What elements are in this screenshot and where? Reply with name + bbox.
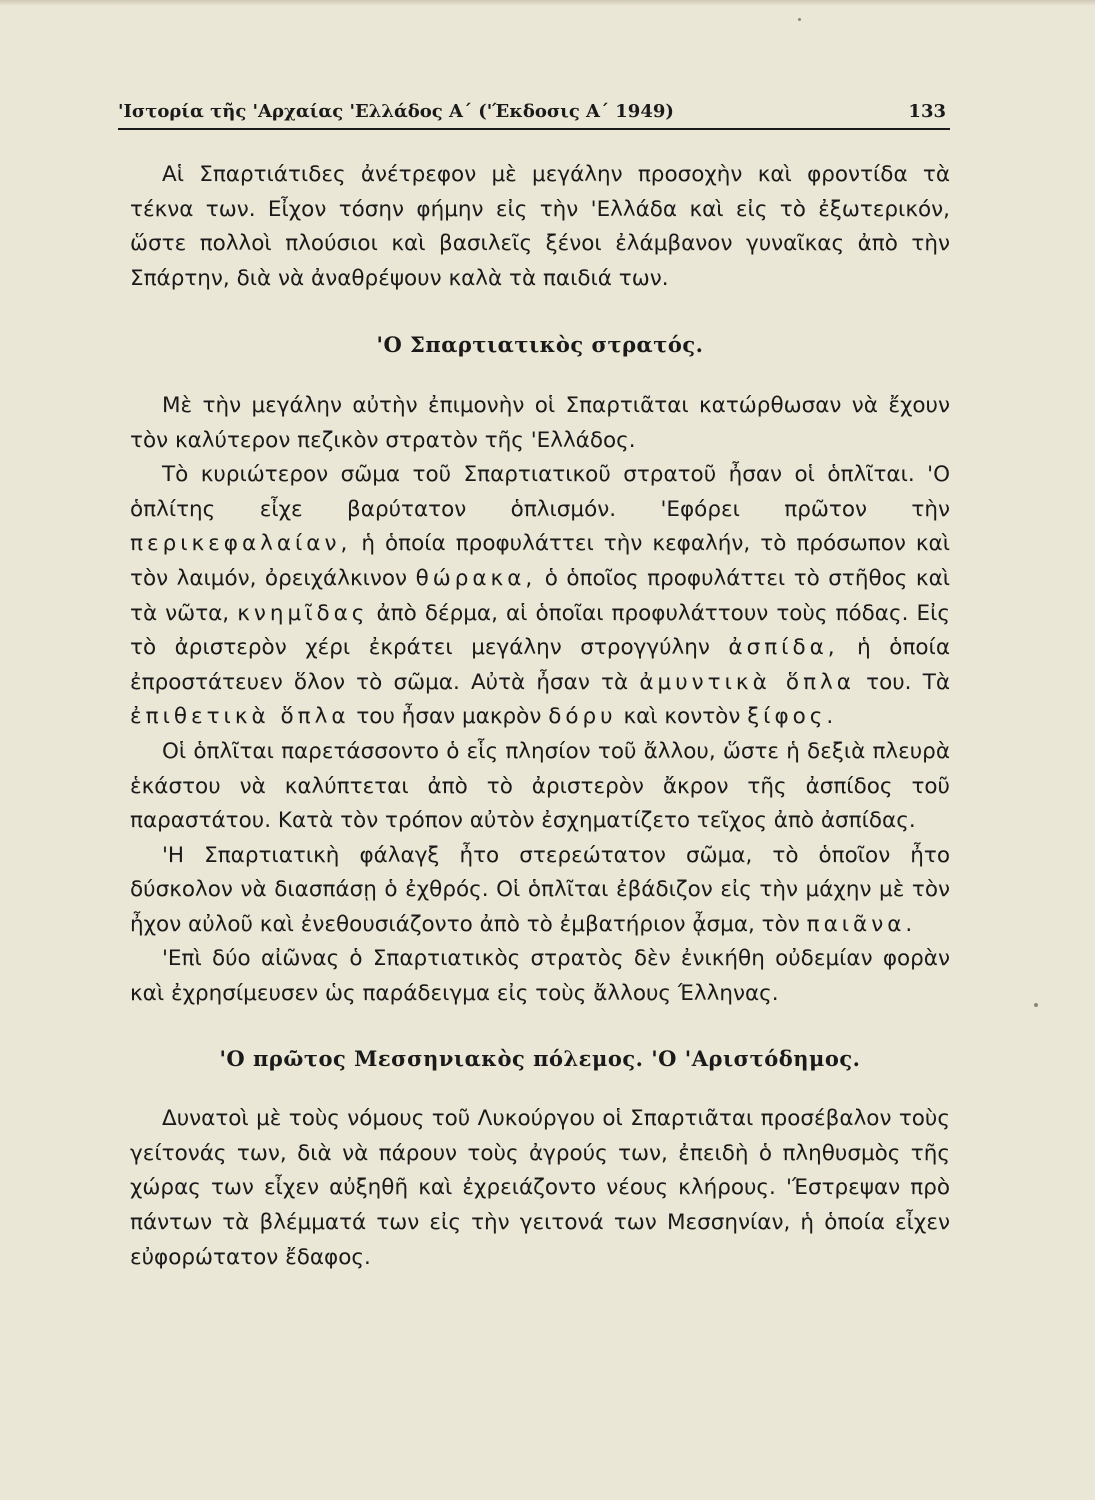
paragraph-spartan-women: Αἱ Σπαρτιάτιδες ἀνέτρεφον μὲ μεγάλην προσοχὴν καὶ φροντίδα τὰ τέκνα των. Εἶχον τόσην φήμην εἰς τὴν 'Ελλάδα καὶ εἰς τὸ ἐξωτερικόν, ὥστε πολλοὶ πλούσιοι καὶ βασιλεῖς ξένοι ἐλάμβανον γυναῖκας ἀπὸ τὴν Σπάρτην, διὰ νὰ ἀναθρέψουν καλὰ τὰ παιδιά των. <box>130 162 950 291</box>
text-run: καὶ κοντὸν <box>623 704 741 730</box>
running-header <box>118 100 950 130</box>
text-run: ἀπὸ δέρμα, αἱ ὁποῖαι προφυλάττουν τοὺς πόδας. Εἰς τὸ ἀριστερὸν χέρι ἐκράτει μεγάλην στρογγύλην <box>130 600 950 661</box>
paragraph-infantry: Μὲ τὴν μεγάλην αὐτὴν ἐπιμονὴν οἱ Σπαρτιᾶται κατώρθωσαν νὰ ἔχουν τὸν καλύτερον πεζικὸν στρατὸν τῆς 'Ελλάδος. <box>130 392 950 453</box>
paper-speck <box>1034 1003 1038 1007</box>
text-run: του. Τὰ <box>866 669 951 695</box>
term-dory: δόρυ <box>548 704 617 730</box>
term-perikefalaia: περικεφαλαίαν, <box>130 531 352 557</box>
text-run: 'Η Σπαρτιατικὴ φάλαγξ ἦτο στερεώτατον σῶμα, τὸ ὁποῖον ἦτο δύσκολον νὰ διασπάσῃ ὁ ἐχθρός. Οἱ ὁπλῖται ἐβάδιζον εἰς τὴν μάχην μὲ τὸν ἦχον αὐλοῦ καὶ ἐνεθουσιάζοντο ἀπὸ τὸ ἐμβατήριον ᾆσμα, τὸν <box>130 842 950 937</box>
text-run: ἡ ὁποία ἐπροστάτευεν ὅλον τὸ σῶμα. Αὐτὰ ἦσαν τὰ <box>130 635 950 695</box>
paragraph-neighbours: Δυνατοὶ μὲ τοὺς νόμους τοῦ Λυκούργου οἱ Σπαρτιᾶται προσέβαλον τοὺς γείτονάς των, διὰ νὰ πάρουν τοὺς ἀγρούς των, ἐπειδὴ ὁ πληθυσμὸς τῆς χώρας των εἶχεν αὐξηθῆ καὶ ἐχρειάζοντο νέους κλήρους. 'Έστρεψαν πρὸ πάντων τὰ βλέμματά των εἰς τὴν γειτονά των Μεσσηνίαν, ἡ ὁποία εἶχεν εὐφορώτατον ἔδαφος. <box>130 1106 950 1270</box>
page-body <box>130 158 950 1275</box>
text-run: ἡ ὁποία προφυλάττει τὴν κεφαλήν, τὸ πρόσωπον καὶ τὸν λαιμόν, ὀρειχάλκινον <box>130 531 950 591</box>
term-xifos: ξίφος. <box>747 704 838 730</box>
term-epithetika-opla: ἐπιθετικὰ ὅπλα <box>130 704 350 730</box>
term-knimidas: κνημῖδας <box>237 600 369 626</box>
term-aspida: ἀσπίδα, <box>728 635 839 661</box>
text-run: ὁ ὁποῖος προφυλάττει τὸ στῆθος καὶ τὰ νῶτα, <box>130 565 951 626</box>
paper-speck <box>798 18 801 21</box>
paragraph-formation: Οἱ ὁπλῖται παρετάσσοντο ὁ εἷς πλησίον τοῦ ἄλλου, ὥστε ἡ δεξιὰ πλευρὰ ἑκάστου νὰ καλύπτεται ἀπὸ τὸ ἀριστερὸν ἄκρον τῆς ἀσπίδος τοῦ παραστάτου. Κατὰ τὸν τρόπον αὐτὸν ἐσχηματίζετο τεῖχος ἀπὸ ἀσπίδας. <box>130 738 950 834</box>
term-paiana: παιᾶνα. <box>806 911 917 937</box>
section-heading-spartan-army: 'Ο Σπαρτιατικὸς στρατός. <box>376 332 704 358</box>
paragraph-phalanx <box>130 839 950 943</box>
paragraph-two-centuries: 'Επὶ δύο αἰῶνας ὁ Σπαρτιατικὸς στρατὸς δὲν ἐνικήθη οὐδεμίαν φορὰν καὶ ἐχρησίμευσεν ὡς παράδειγμα εἰς τοὺς ἄλλους Έλληνας. <box>130 946 950 1007</box>
section-heading-messenian-war: 'Ο πρῶτος Μεσσηνιακὸς πόλεμος. 'Ο 'Αριστόδημος. <box>219 1045 861 1071</box>
page-number: 133 <box>908 101 946 122</box>
paragraph-hoplites <box>130 458 950 735</box>
term-amyntika-opla: ἀμυντικὰ ὅπλα <box>639 669 855 695</box>
page-edge <box>0 0 1095 6</box>
text-run: Τὸ κυριώτερον σῶμα τοῦ Σπαρτιατικοῦ στρατοῦ ἦσαν οἱ ὁπλῖται. 'Ο ὁπλίτης εἶχε βαρύτατον ὁπλισμόν. 'Εφόρει πρῶτον τὴν <box>130 462 950 522</box>
term-thoraka: θώρακα, <box>415 565 537 591</box>
text-run: του ἦσαν μακρὸν <box>356 704 542 730</box>
book-title: 'Ιστορία τῆς 'Αρχαίας 'Ελλάδος Α΄ ('Έκδοσις Α΄ 1949) <box>118 101 674 122</box>
